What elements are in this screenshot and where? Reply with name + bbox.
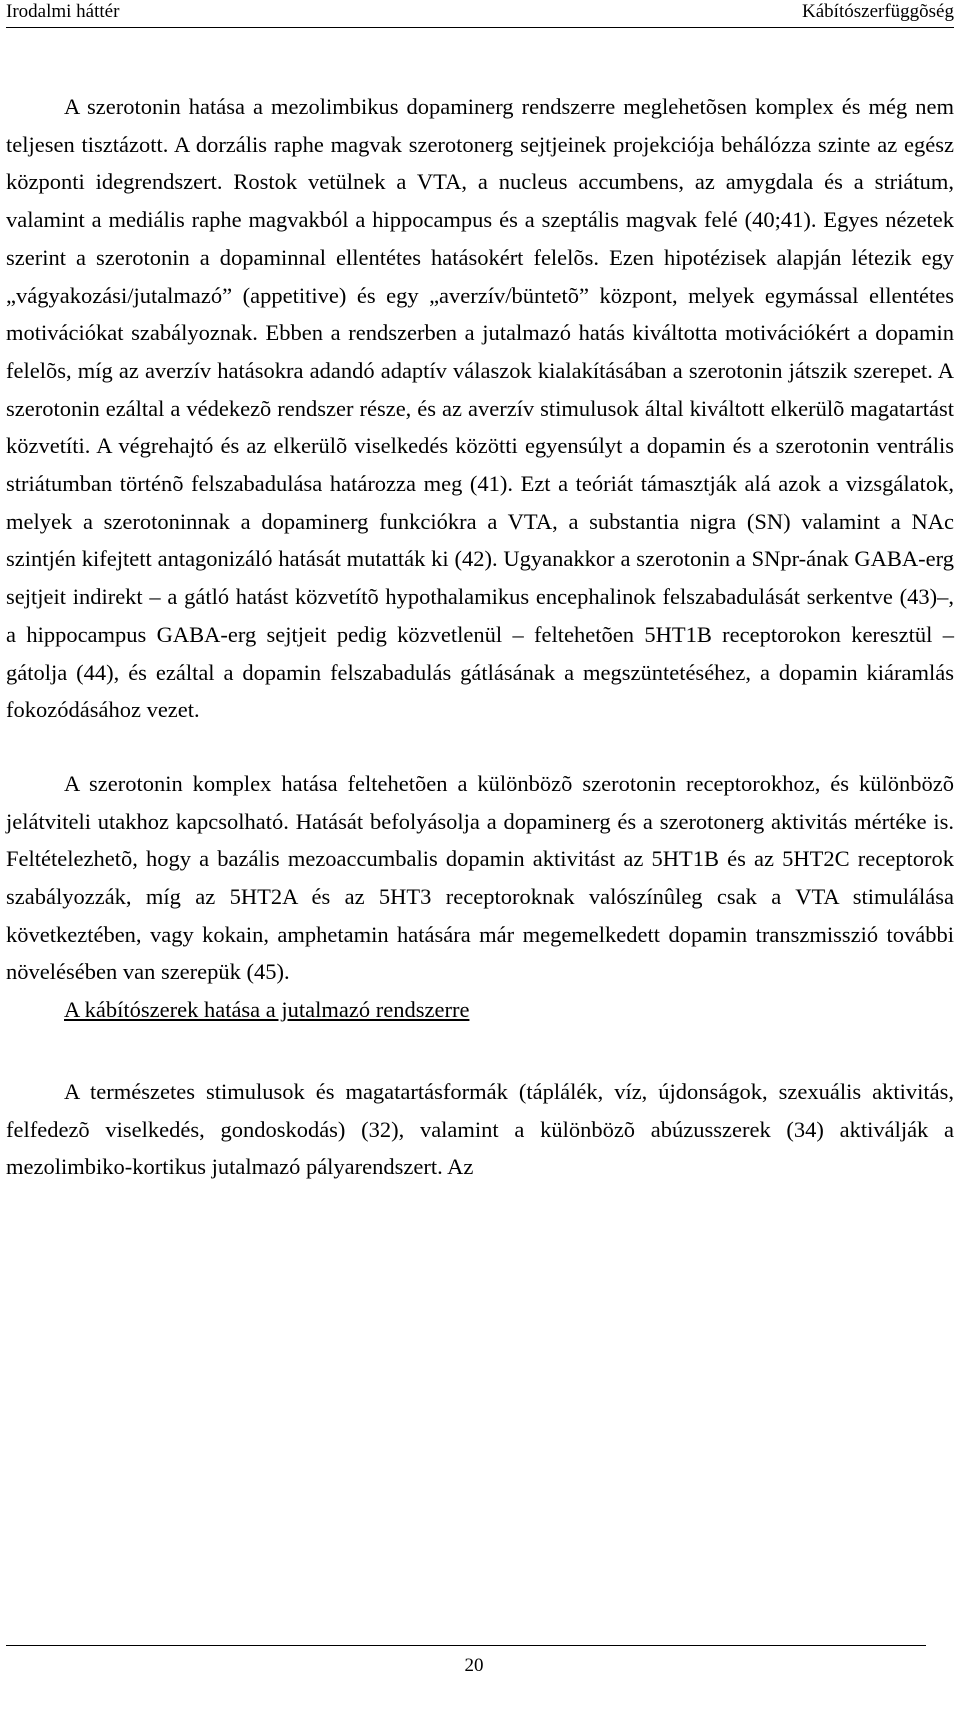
paragraph-drug-effects: A természetes stimulusok és magatartásformák (táplálék, víz, újdonságok, szexuális aktivitás, felfedezõ viselkedés, gondoskodás) (32), valamint a különbözõ abúzusszerek (34) aktiválják a mezolimbiko-kortikus jutalmazó pályarendszert. Az <box>6 1078 954 1180</box>
page-body <box>6 88 954 1186</box>
paragraph-serotonin-receptors: A szerotonin komplex hatása feltehetõen a különbözõ szerotonin receptorokhoz, és különbözõ jelátviteli utakhoz kapcsolható. Hatását befolyásolja a dopaminerg és a szerotonerg aktivitás mértéke is. Feltételezhetõ, hogy a bazális mezoaccumbalis dopamin aktivitást az 5HT1B és az 5HT2C receptorok szabályozzák, míg az 5HT2A és az 5HT3 receptoroknak valószínûleg csak a VTA stimulálása következtében, vagy kokain, amphetamin hatására már megemelkedett dopamin transzmisszió további növelésében van szerepük (45). <box>6 770 954 985</box>
header-section-title: Irodalmi háttér <box>6 1 120 22</box>
section-heading: A kábítószerek hatása a jutalmazó rendszerre <box>64 997 470 1023</box>
paragraph-serotonin-effect: A szerotonin hatása a mezolimbikus dopaminerg rendszerre meglehetõsen komplex és még nem teljesen tisztázott. A dorzális raphe magvak szerotonerg sejtjeinek projekciója behálózza szinte az egész központi idegrendszert. Rostok vetülnek a VTA, a nucleus accumbens, az amygdala és a striátum, valamint a mediális raphe magvakból a hippocampus és a szeptális magvak felé (40;41). Egyes nézetek szerint a szerotonin a dopaminnal ellentétes hatásokért felelõs. Ezen hipotézisek alapján létezik egy „vágyakozási/jutalmazó” (appetitive) és egy „averzív/büntetõ” központ, melyek egymással ellentétes motivációkat szabályoznak. Ebben a rendszerben a jutalmazó hatás kiváltotta motivációkért a dopamin felelõs, míg az averzív hatásokra adandó adaptív válaszok kialakításában a szerotonin játszik szerepet. A szerotonin ezáltal a védekezõ rendszer része, és az averzív stimulusok által kiváltott elkerülõ magatartást közvetíti. A végrehajtó és az elkerülõ viselkedés közötti egyensúlyt a dopamin és a szerotonin ventrális striátumban történõ felszabadulása határozza meg (41). Ezt a teóriát támasztják alá azok a vizsgálatok, melyek a szerotoninnak a dopaminerg funkciókra a VTA, a substantia nigra (SN) valamint a NAc szintjén kifejtett antagonizáló hatását mutatták ki (42). Ugyanakkor a szerotonin a SNpr-ának GABA-erg sejtjeit indirekt – a gátló hatást közvetítõ hypothalamikus encephalinok felszabadulását serkentve (43)–, a hippocampus GABA-erg sejtjeit pedig közvetlenül – feltehetõen 5HT1B receptorokon keresztül – gátolja (44), és ezáltal a dopamin felszabadulás gátlásának a megszüntetéséhez, a dopamin kiáramlás fokozódásához vezet. <box>6 94 954 723</box>
running-header <box>6 0 954 28</box>
header-chapter-title: Kábítószerfüggõség <box>802 1 954 22</box>
page-number: 20 <box>464 1655 484 1676</box>
footer-divider <box>6 1645 926 1646</box>
